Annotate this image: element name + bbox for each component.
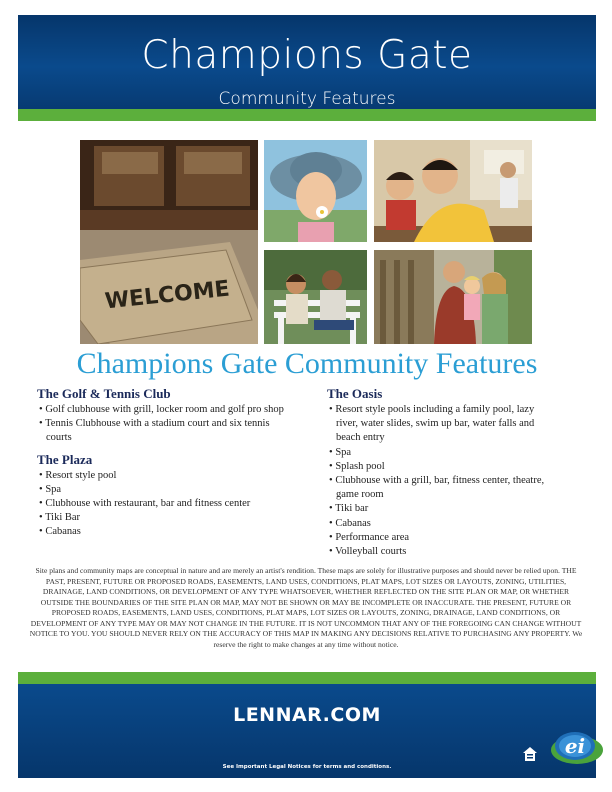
energy-star-ei-logo xyxy=(547,728,607,768)
list-item: • Clubhouse with a grill, bar, fitness center, theatre, game room xyxy=(327,474,555,502)
list-item: • Tiki Bar xyxy=(37,511,287,525)
list-item: • Performance area xyxy=(327,531,555,545)
list-item: • Spa xyxy=(37,483,287,497)
list-item: • Resort style pool xyxy=(37,469,287,483)
golf-tennis-club-heading: The Golf & Tennis Club xyxy=(37,386,171,401)
list-item: • Volleyball courts xyxy=(327,545,555,559)
footer-green-stripe xyxy=(18,672,596,684)
header-green-stripe xyxy=(18,109,596,121)
plaza-heading: The Plaza xyxy=(37,451,93,467)
legal-disclaimer: Site plans and community maps are conceptual in nature and are merely an artist's rendition. These maps are solely for illustrative purposes and should never be relied upon. THE PAST, PRESENT, FUTURE OR PROPOSED ROADS, EASEMENTS, LAND USES, CONDITIONS, PLAT MAPS, LOT SIZES OR LAYOUTS, ZONING, UTILITIES, DRAINAGE, LAND CONDITIONS, OR DEVELOPMENT OF ANY TYPE WHATSOEVER, WHETHER REFLECTED ON THE SITE PLAN OR MAP, OR WHETHER OUTSIDE THE BOUNDARIES OF THE SITE PLAN OR MAP, MAY NOT BE SHOWN OR MAY BE INCOMPLETE OR INACCURATE. THE PRESENT, FUTURE OR PROPOSED ROADS, EASEMENTS, LAND USES, CONDITIONS, PLAT MAPS, LOT SIZES OR LAYOUTS, ZONING, DRAINAGE, LAND CONDITIONS, OR DEVELOPMENT OF ANY TYPE MAY OR MAY NOT CHANGE IN THE FUTURE. IT IS NOT UNCOMMON THAT ANY OF THE FOREGOING CAN CHANGE WITHOUT NOTICE TO YOU. YOU SHOULD NEVER RELY ON THE ACCURACY OF THIS MAP IN MAKING ANY DECISIONS RELATIVE TO PURCHASING ANY PROPERTY. We reserve the right to make changes at any time without notice. xyxy=(29,566,583,649)
list-item: • Tennis Clubhouse with a stadium court and six tennis courts xyxy=(37,417,284,445)
photo-couple-on-bench xyxy=(264,250,367,344)
list-item: • Spa xyxy=(327,446,555,460)
list-item: • Cabanas xyxy=(327,517,555,531)
header-banner xyxy=(18,15,596,109)
list-item: • Splash pool xyxy=(327,460,555,474)
list-item: • Cabanas xyxy=(37,525,287,539)
legal-notice-text: See Important Legal Notices for terms and conditions. xyxy=(222,764,392,770)
list-item: • Golf clubhouse with grill, locker room and golf pro shop xyxy=(37,403,284,417)
list-item: • Tiki bar xyxy=(327,502,555,516)
photo-girl-with-hat xyxy=(264,140,367,242)
lennar-website-link[interactable]: LENNAR.COM xyxy=(233,704,381,726)
photo-welcome-mat xyxy=(80,140,258,344)
equal-housing-icon xyxy=(522,746,538,762)
left-feature-column xyxy=(37,386,287,546)
photo-family-outdoors xyxy=(374,250,532,344)
footer-banner xyxy=(18,684,596,778)
plaza-list xyxy=(37,469,287,540)
page-subtitle: Community Features xyxy=(218,89,396,109)
photo-father-and-son xyxy=(374,140,532,242)
right-feature-column xyxy=(327,386,555,565)
ei-logo-text: ei xyxy=(564,734,586,758)
list-item: • Resort style pools including a family pool, lazy river, water slides, swim up bar, water falls and beach entry xyxy=(327,403,555,446)
oasis-heading: The Oasis xyxy=(327,386,383,401)
oasis-list xyxy=(327,403,555,559)
golf-tennis-club-list xyxy=(37,403,287,446)
page-title: Champions Gate xyxy=(141,33,473,78)
community-features-heading: Champions Gate Community Features xyxy=(76,347,538,380)
list-item: • Clubhouse with restaurant, bar and fitness center xyxy=(37,497,287,511)
welcome-mat-text: WELCOME xyxy=(103,276,231,315)
